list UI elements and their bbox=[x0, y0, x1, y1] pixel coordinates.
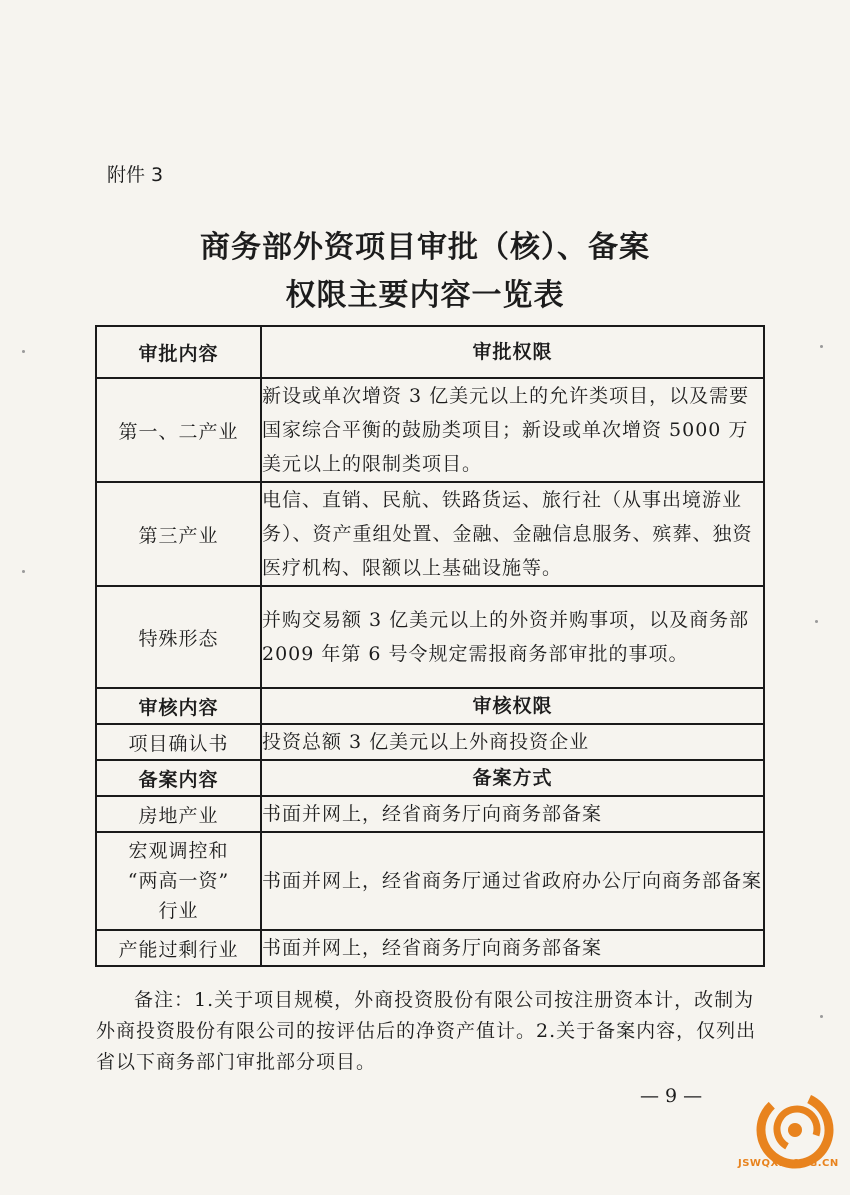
scan-speck bbox=[22, 570, 25, 573]
table-header-row bbox=[96, 326, 764, 378]
row-label: 房地产业 bbox=[96, 796, 261, 832]
header-verify-authority: 审核权限 bbox=[261, 688, 764, 724]
table-header-row bbox=[96, 760, 764, 796]
table-row bbox=[96, 586, 764, 688]
table-row bbox=[96, 482, 764, 586]
table-row bbox=[96, 378, 764, 482]
scan-speck bbox=[815, 620, 818, 623]
row-label: 第一、二产业 bbox=[96, 378, 261, 482]
row-value: 书面并网上，经省商务厅向商务部备案 bbox=[261, 796, 764, 832]
header-record-method: 备案方式 bbox=[261, 760, 764, 796]
row-label-line: “两高一资” bbox=[127, 870, 230, 892]
table-row bbox=[96, 832, 764, 930]
table-row bbox=[96, 724, 764, 760]
row-label: 项目确认书 bbox=[96, 724, 261, 760]
page-title: 商务部外资项目审批（核）、备案 bbox=[200, 230, 650, 265]
header-record-content: 备案内容 bbox=[96, 760, 261, 796]
row-label: 产能过剩行业 bbox=[96, 930, 261, 966]
scan-speck bbox=[820, 1015, 823, 1018]
authority-table bbox=[95, 325, 765, 967]
row-value: 新设或单次增资 3 亿美元以上的允许类项目，以及需要国家综合平衡的鼓励类项目；新设或单次增资 5000 万美元以上的限制类项目。 bbox=[261, 378, 764, 482]
row-value: 书面并网上，经省商务厅通过省政府办公厅向商务部备案 bbox=[261, 832, 764, 930]
row-label: 特殊形态 bbox=[96, 586, 261, 688]
page-subtitle: 权限主要内容一览表 bbox=[285, 278, 565, 313]
association-logo-icon bbox=[745, 1085, 845, 1195]
row-label-line: 行业 bbox=[158, 900, 199, 922]
row-label-line: 宏观调控和 bbox=[128, 840, 229, 862]
row-value: 投资总额 3 亿美元以上外商投资企业 bbox=[261, 724, 764, 760]
table-row bbox=[96, 796, 764, 832]
attachment-label: 附件 3 bbox=[107, 164, 164, 186]
scan-speck bbox=[820, 345, 823, 348]
row-label bbox=[96, 832, 261, 930]
header-approval-authority: 审批权限 bbox=[261, 326, 764, 378]
footnote: 备注：1.关于项目规模，外商投资股份有限公司按注册资本计，改制为外商投资股份有限公司的按评估后的净资产值计。2.关于备案内容，仅列出省以下商务部门审批部分项目。 bbox=[96, 989, 757, 1073]
row-label: 第三产业 bbox=[96, 482, 261, 586]
row-value: 电信、直销、民航、铁路货运、旅行社（从事出境游业务）、资产重组处置、金融、金融信息服务、殡葬、独资医疗机构、限额以上基础设施等。 bbox=[261, 482, 764, 586]
header-verify-content: 审核内容 bbox=[96, 688, 261, 724]
table-header-row bbox=[96, 688, 764, 724]
header-approval-content: 审批内容 bbox=[96, 326, 261, 378]
row-value: 书面并网上，经省商务厅向商务部备案 bbox=[261, 930, 764, 966]
row-value: 并购交易额 3 亿美元以上的外资并购事项，以及商务部 2009 年第 6 号令规定需报商务部审批的事项。 bbox=[261, 586, 764, 688]
watermark-text: JSWQXH.ORG.CN bbox=[738, 1158, 839, 1169]
page-number: — 9 — bbox=[640, 1085, 703, 1107]
scan-speck bbox=[22, 350, 25, 353]
table-row bbox=[96, 930, 764, 966]
